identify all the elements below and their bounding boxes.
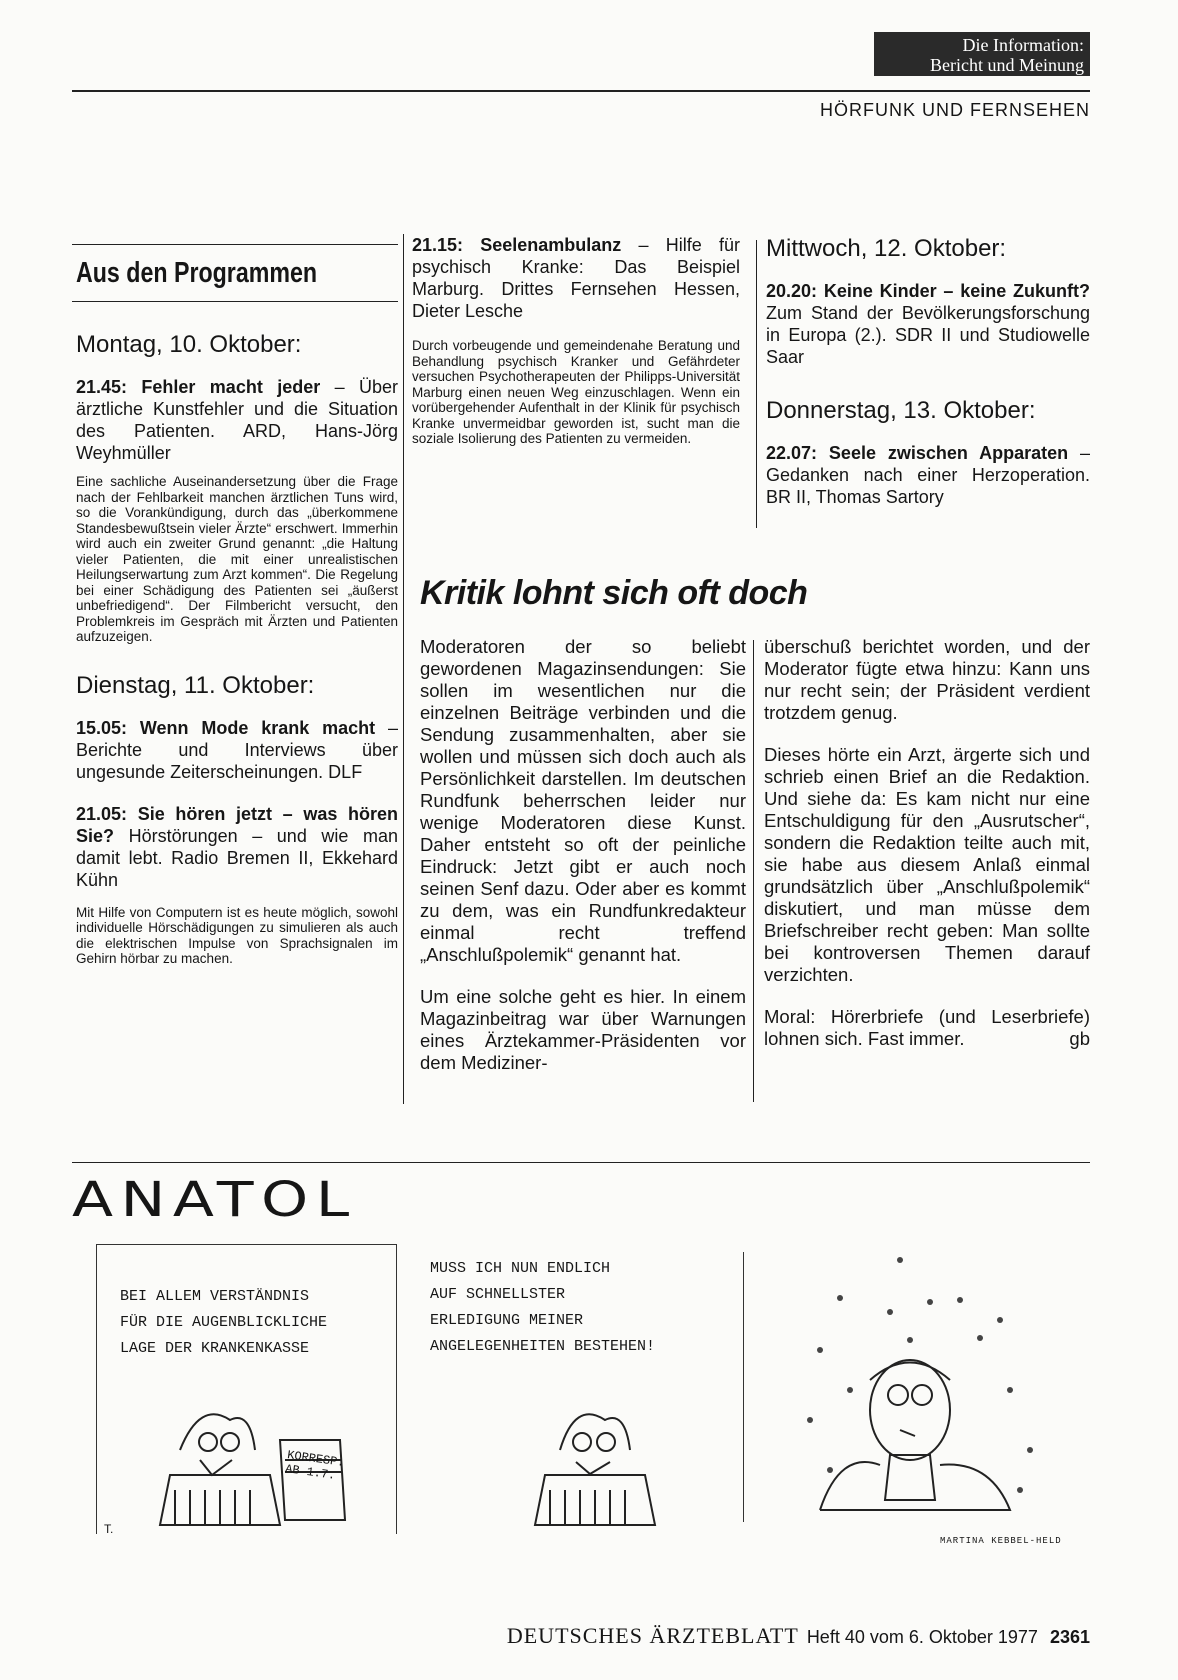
article-paragraph: Um eine solche geht es hier. In einem Magazinbeitrag war über Warnungen eines Ärztekammer-Präsidenten vor dem Mediziner-: [420, 986, 746, 1073]
panel-border-top: [96, 1244, 396, 1245]
sign-label: KORRESP. AB 1.7.: [284, 1448, 346, 1483]
article-paragraph: Dieses hörte ein Arzt, ärgerte sich und schrieb einen Brief an die Redaktion. Und siehe da: Es kam nicht nur eine Entschuldigung für den „Ausrutscher“, sondern die Redaktion teilte auch mit, sie habe aus diesem Anlaß einmal grundsätzlich über „Anschlußpolemik“ diskutiert, und man müsse dem Briefschreiber recht geben: Man sollte bei kontroversen Themen darauf verzichten.: [764, 744, 1090, 985]
program-column-2: [412, 234, 740, 447]
artist-initial: T.: [104, 1522, 114, 1536]
column-divider-1: [403, 234, 404, 1104]
masthead-line2: Bericht und Meinung: [930, 55, 1084, 75]
page-number: 2361: [1049, 1627, 1090, 1647]
column-divider-2: [756, 240, 757, 528]
day-heading-tuesday: Dienstag, 11. Oktober:: [76, 671, 315, 699]
article-paragraph: Moral: Hörerbriefe (und Leserbriefe) lohnen sich. Fast immer. gb: [764, 1006, 1090, 1049]
panel-border-left: [96, 1244, 97, 1534]
panel-divider-1: [396, 1244, 397, 1534]
cartoon-title: ANATOL: [72, 1172, 357, 1228]
program-entry: 21.15: Seelenambulanz – Hilfe für psychisch Kranke: Das Beispiel Marburg. Drittes Fernsehen Hessen, Dieter Lesche: [412, 235, 740, 321]
title-rule-bottom: [72, 301, 398, 302]
masthead-box: [874, 32, 1090, 76]
cartoon-rule: [72, 1162, 1090, 1163]
article-paragraph: Moderatoren der so beliebt gewordenen Magazinsendungen: Sie sollen im wesentlichen nur die einzelnen Beiträge verbinden und die Sendung zusammenhalten, aber sie wollen und müssen sich doch auch als Persönlichkeit darstellen. Im deutschen Rundfunk beherrschen leider nur wenige Moderatoren diese Kunst. Daher entsteht so oft der peinliche Eindruck: Jetzt gibt er auch noch seinen Senf dazu. Oder aber es kommt zu dem, was ein Rundfunkredakteur einmal recht treffend „Anschlußpolemik“ genannt hat.: [420, 636, 746, 965]
panel3-drawing: [760, 1250, 1090, 1530]
article-column-1: [420, 636, 746, 1094]
program-entry: 21.45: Fehler macht jeder – Über ärztliche Kunstfehler und die Situation des Patienten. ARD, Hans-Jörg Weyhmüller: [76, 377, 398, 463]
article-title: Kritik lohnt sich oft doch: [420, 574, 808, 612]
footer: [400, 1623, 1090, 1649]
program-description: Mit Hilfe von Computern ist es heute möglich, sowohl individuelle Hörschädigungen zu simulieren als auch die elektrischen Impulse von Sprachsignalen im Gehirn hörbar zu machen.: [76, 904, 398, 966]
programs-title: Aus den Programmen: [76, 257, 318, 289]
program-entry: 22.07: Seele zwischen Apparaten – Gedanken nach einer Herzoperation. BR II, Thomas Sartory: [766, 443, 1091, 507]
program-description: Eine sachliche Auseinandersetzung über die Frage nach der Fehlbarkeit manchen ärztlichen Tuns wird, so die Vorankündigung, durch das „überkommene Standesbewußtsein vieler Ärzte“ erschwert. Immerhin wird auch ein zweiter Grund genannt: „die Haltung vieler Patienten, die mit einer unrealistischen Heilungserwartung zum Arzt kommen“. Die Regelung bei einer Schädigung des Patienten sei „äußerst unbefriedigend“. Der Filmbericht versucht, den Problemkreis im Gespräch mit Ärzten und Patienten aufzuzeigen.: [76, 474, 398, 644]
issue-info: Heft 40 vom 6. Oktober 1977: [806, 1627, 1038, 1647]
panel2-drawing: [520, 1390, 700, 1530]
day-heading-thursday: Donnerstag, 13. Oktober:: [766, 397, 1036, 424]
program-entry: 20.20: Keine Kinder – keine Zukunft? Zum Stand der Bevölkerungsforschung in Europa (2.). SDR II und Studiowelle Saar: [766, 281, 1090, 367]
author-initials: gb: [1069, 1028, 1090, 1049]
day-heading-wednesday: Mittwoch, 12. Oktober:: [766, 235, 1007, 262]
article-paragraph: überschuß berichtet worden, und der Moderator fügte etwa hinzu: Kann uns nur recht sein; der Präsident verdient trotzdem genug.: [764, 636, 1090, 723]
program-entry: 21.05: Sie hören jetzt – was hören Sie? Hörstörungen – und wie man damit lebt. Radio Bremen II, Ekkehard Kühn: [76, 803, 398, 890]
title-rule-top: [72, 244, 398, 245]
header-rule: [72, 90, 1090, 92]
section-heading: HÖRFUNK UND FERNSEHEN: [819, 100, 1090, 120]
artist-signature: MARTINA KEBBEL-HELD: [940, 1536, 1062, 1546]
masthead-line1: Die Information:: [962, 35, 1084, 55]
publication-name: DEUTSCHES ÄRZTEBLATT: [506, 1623, 799, 1648]
program-column-3: [766, 234, 1090, 518]
article-column-2: [764, 636, 1090, 1050]
panel2-caption: MUSS ICH NUN ENDLICH AUF SCHNELLSTER ERLEDIGUNG MEINER ANGELEGENHEITEN BESTEHEN!: [430, 1260, 656, 1355]
day-heading-monday: Montag, 10. Oktober:: [76, 331, 302, 358]
program-description: Durch vorbeugende und gemeindenahe Beratung und Behandlung psychisch Kranker und Gefährdeter versuchen Psychotherapeuten der Philipps-Universität Marburg einen neuen Weg einzuschlagen. Wenn ein vorübergehender Aufenthalt in der Klinik für psychisch Kranke unvermeidbar geworden ist, sucht man die soziale Isolierung des Patienten zu vermeiden.: [412, 338, 740, 446]
panel1-caption: BEI ALLEM VERSTÄNDNIS FÜR DIE AUGENBLICKLICHE LAGE DER KRANKENKASSE: [120, 1288, 328, 1357]
program-entry: 15.05: Wenn Mode krank macht – Berichte und Interviews über ungesunde Zeiterscheinungen. DLF: [76, 717, 398, 782]
column-divider-3: [753, 640, 754, 1102]
program-column-1: [72, 244, 398, 975]
panel-divider-2: [743, 1252, 744, 1522]
